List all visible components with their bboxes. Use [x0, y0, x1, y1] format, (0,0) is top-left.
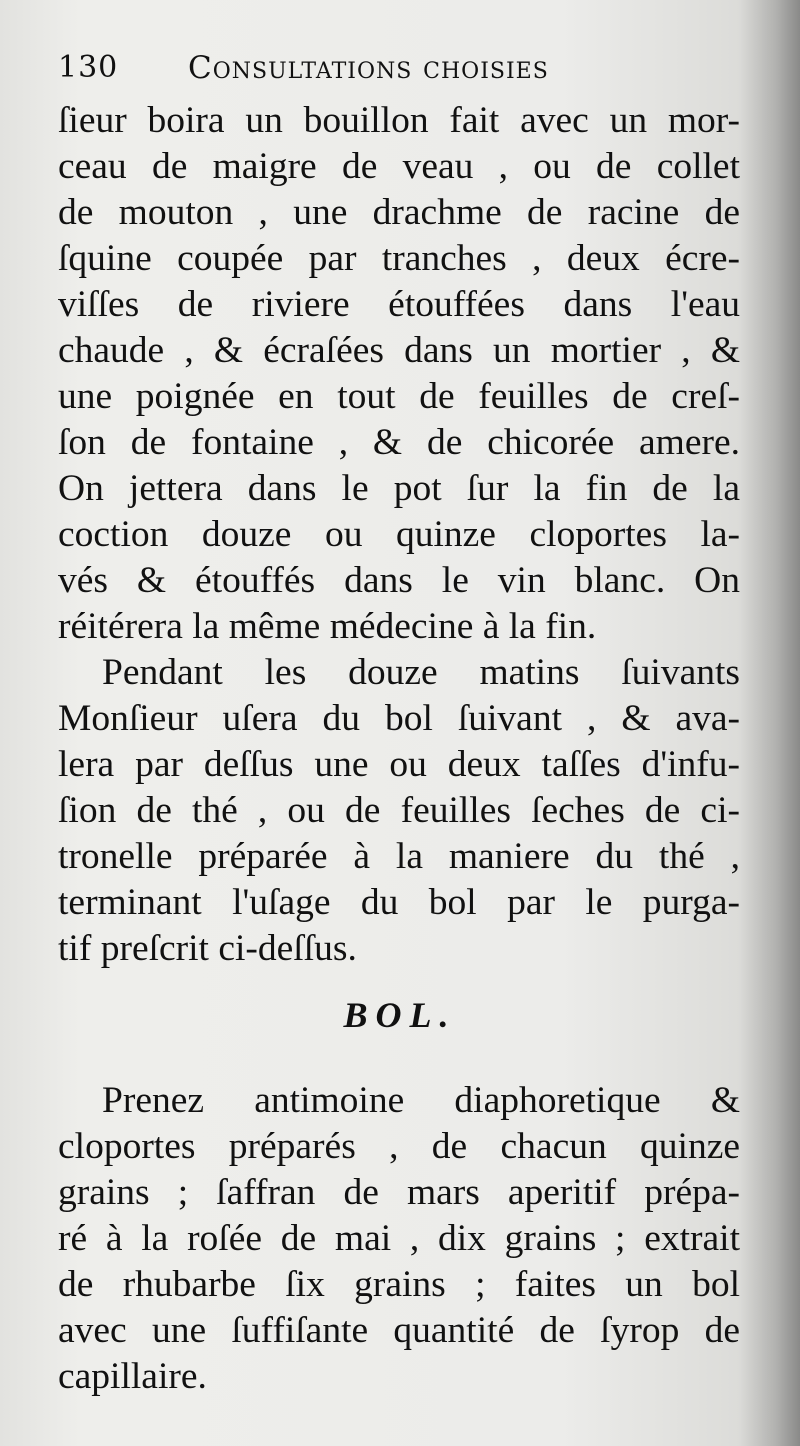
text-line: ré à la roſée de mai , dix grains ; extrait: [58, 1218, 740, 1259]
text-line: Prenez antimoine diaphoretique &: [102, 1080, 740, 1121]
text-line: tronelle préparée à la maniere du thé ,: [58, 836, 740, 877]
text-line: ceau de maigre de veau , ou de collet: [58, 146, 740, 187]
recipe-text: [58, 1078, 740, 1400]
text-line: ſieur boira un bouillon fait avec un mor-: [58, 100, 740, 141]
text-line: vés & étouffés dans le vin blanc. On: [58, 560, 740, 601]
text-line: On jettera dans le pot ſur la fin de la: [58, 468, 740, 509]
text-line: lera par deſſus une ou deux taſſes d'infu-: [58, 744, 740, 785]
paragraph-1: [58, 98, 740, 650]
page-number: 130: [58, 50, 119, 85]
text-line: terminant l'uſage du bol par le purga-: [58, 882, 740, 923]
text-line: de mouton , une drachme de racine de: [58, 192, 740, 233]
text-line: ſion de thé , ou de feuilles ſeches de ci-: [58, 790, 740, 831]
text-line: capillaire.: [58, 1356, 207, 1397]
text-line: une poignée en tout de feuilles de creſ-: [58, 376, 740, 417]
text-line: réitérera la même médecine à la fin.: [58, 606, 597, 647]
text-line: tif preſcrit ci-deſſus.: [58, 928, 357, 969]
text-line: chaude , & écraſées dans un mortier , &: [58, 330, 740, 371]
text-line: grains ; ſaffran de mars aperitif prépa-: [58, 1172, 740, 1213]
text-line: Pendant les douze matins ſuivants: [102, 652, 740, 693]
body-text: [58, 98, 740, 972]
text-line: avec une ſuffiſante quantité de ſyrop de: [58, 1310, 740, 1351]
running-head: [58, 50, 748, 96]
text-line: ſquine coupée par tranches , deux écre-: [58, 238, 740, 279]
text-line: cloportes préparés , de chacun quinze: [58, 1126, 740, 1167]
text-line: ſon de fontaine , & de chicorée amere.: [58, 422, 740, 463]
page-gutter-shadow: [740, 0, 800, 1446]
text-line: coction douze ou quinze cloportes la-: [58, 514, 740, 555]
text-line: de rhubarbe ſix grains ; faites un bol: [58, 1264, 740, 1305]
running-title: Consultations choisies: [188, 50, 549, 86]
text-line: viſſes de riviere étouffées dans l'eau: [58, 284, 740, 325]
section-heading: BOL.: [343, 995, 457, 1035]
text-line: Monſieur uſera du bol ſuivant , & ava-: [58, 698, 740, 739]
paragraph-2: [58, 650, 740, 972]
